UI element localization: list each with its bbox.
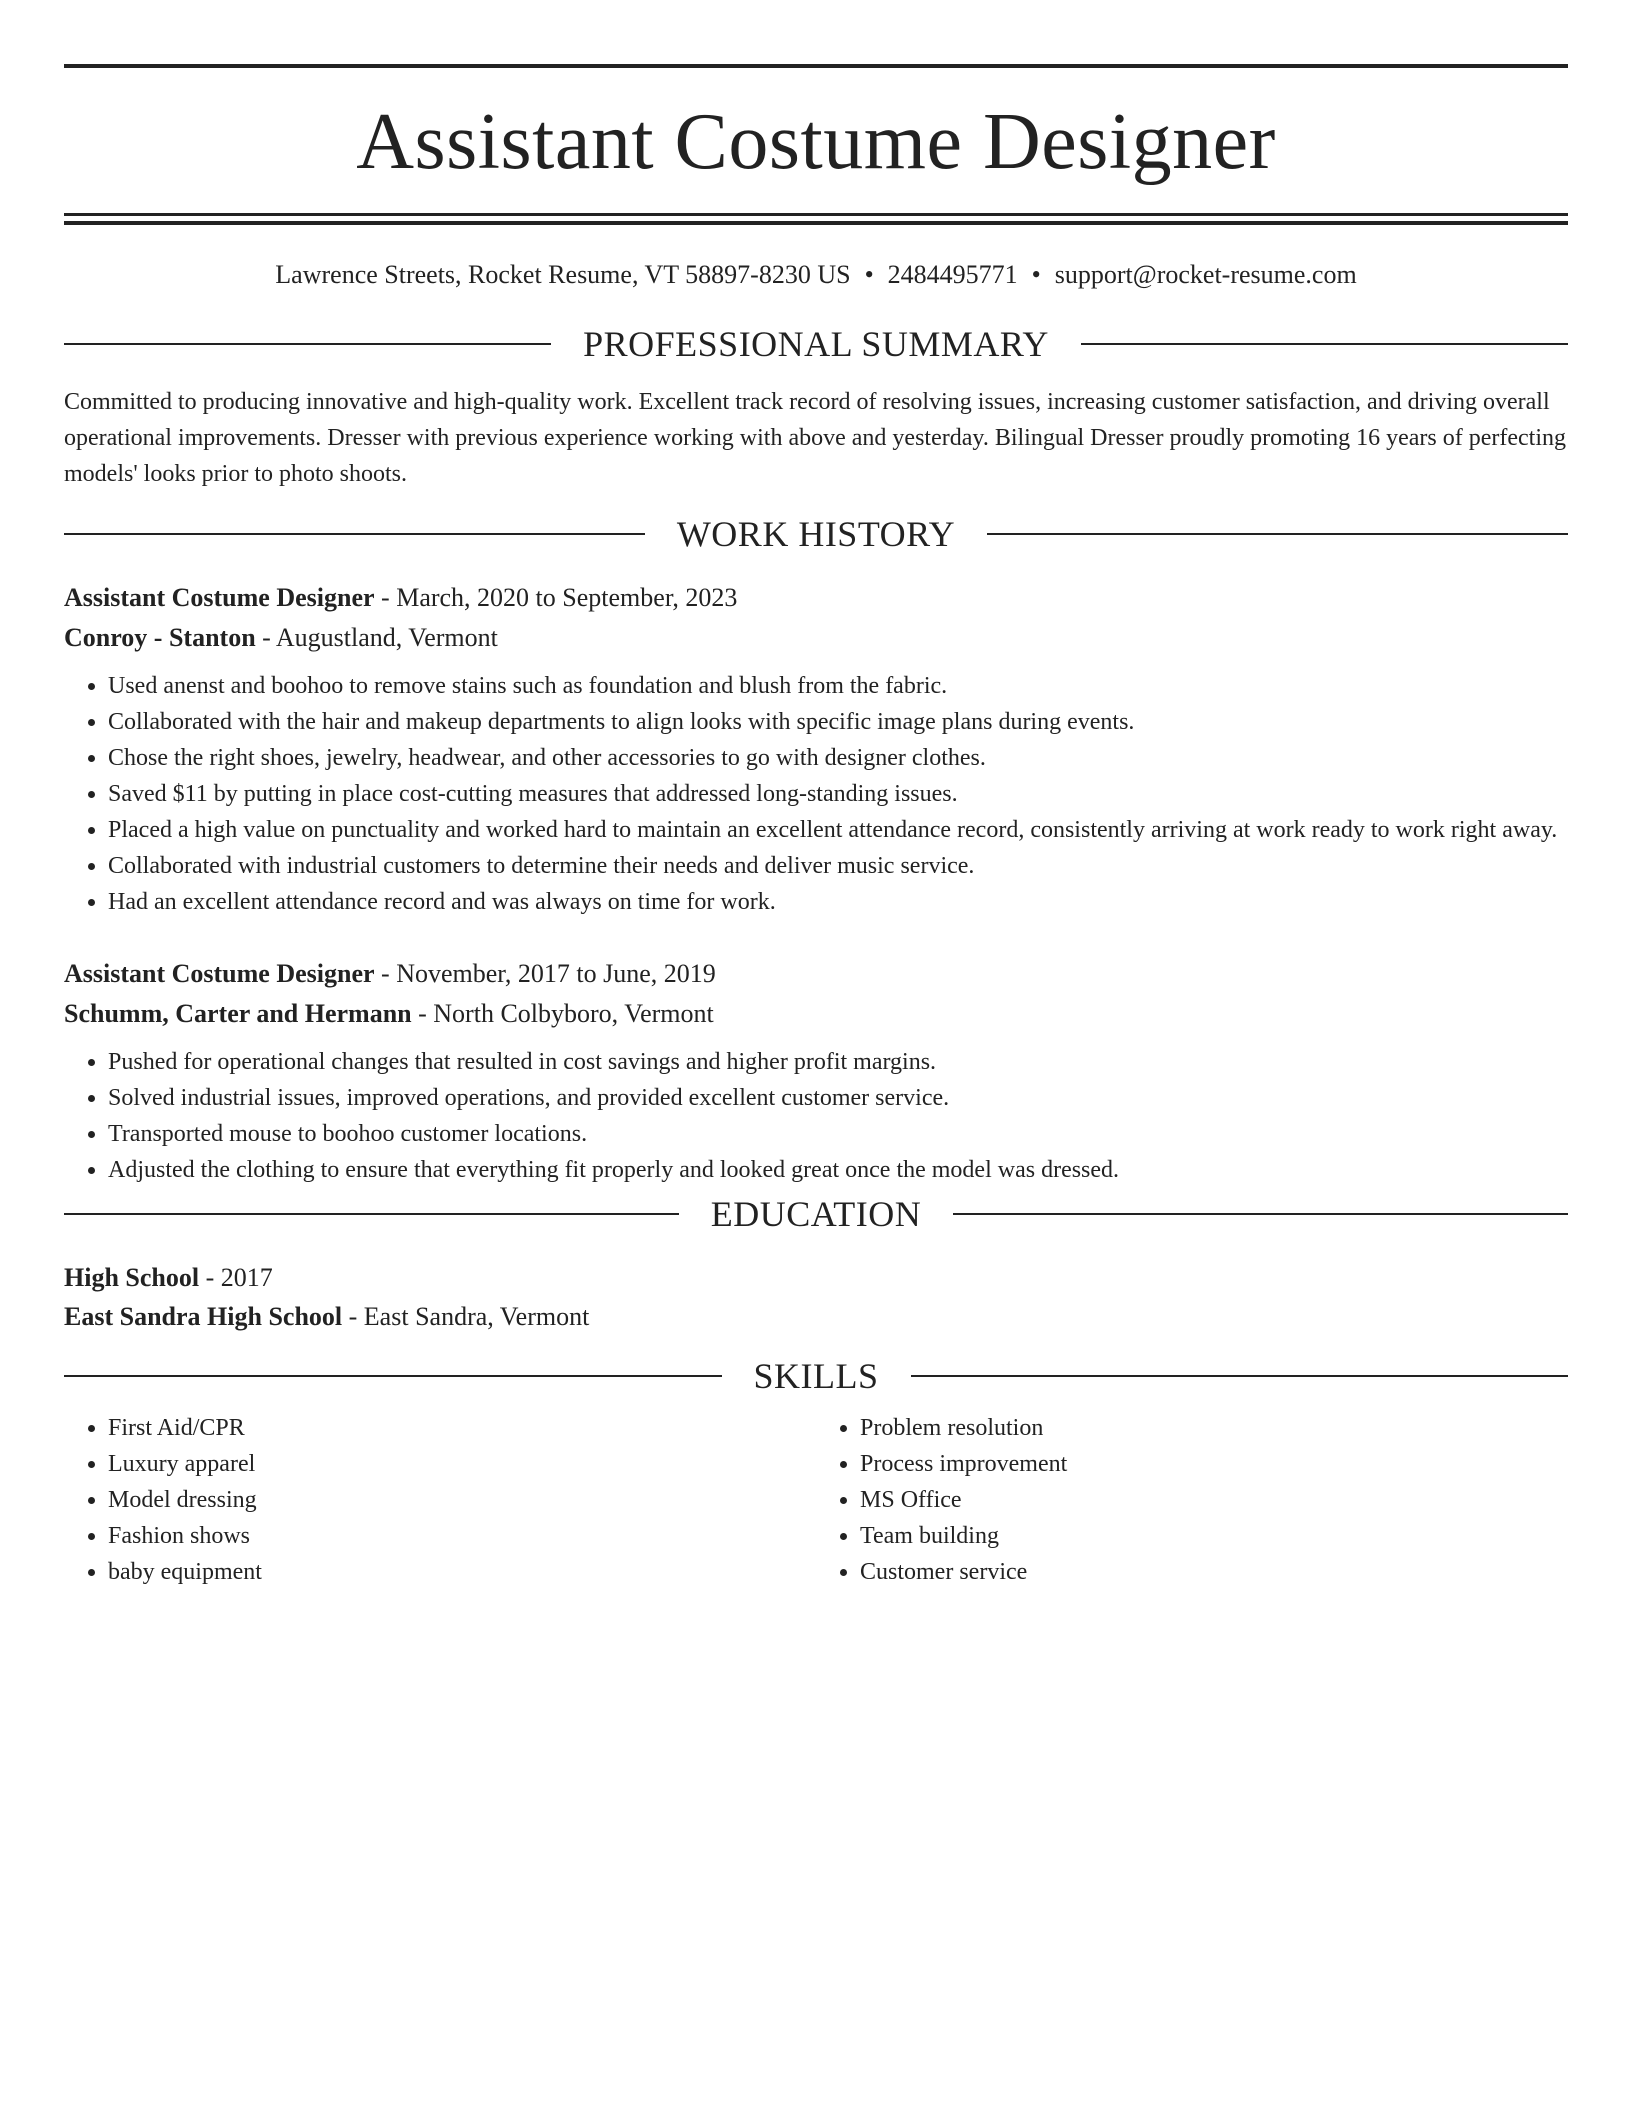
section-heading-work (64, 514, 1568, 555)
education-degree-line (64, 1258, 1568, 1297)
heading-rule-left (64, 1213, 679, 1215)
title-rule-lower (64, 221, 1568, 225)
heading-rule-right (1081, 343, 1568, 345)
section-heading-skills (64, 1356, 1568, 1397)
heading-rule-right (987, 533, 1568, 535)
job-bullet: • Chose the right shoes, jewelry, headwear, and other accessories to go with designer clothes. (108, 740, 1568, 776)
heading-rule-left (64, 343, 551, 345)
job-entry (64, 954, 1568, 1188)
job-bullet: • Saved $11 by putting in place cost-cutting measures that addressed long-standing issues. (108, 776, 1568, 812)
heading-rule-right (911, 1375, 1569, 1377)
contact-line (64, 259, 1568, 290)
skills-list-right (816, 1410, 1568, 1590)
skill-item: • MS Office (860, 1482, 1568, 1518)
contact-separator: • (864, 260, 874, 289)
skill-item: • Fashion shows (108, 1518, 816, 1554)
job-bullets (64, 668, 1568, 920)
job-bullet: • Transported mouse to boohoo customer locations. (108, 1116, 1568, 1152)
job-bullet: • Solved industrial issues, improved operations, and provided excellent customer service. (108, 1080, 1568, 1116)
job-dates: - November, 2017 to June, 2019 (374, 959, 716, 989)
contact-phone: 2484495771 (887, 260, 1018, 289)
education-school: East Sandra High School (64, 1302, 343, 1332)
skills-columns (64, 1410, 1568, 1590)
job-bullet: • Adjusted the clothing to ensure that everything fit properly and looked great once the model was dressed. (108, 1152, 1568, 1188)
section-title-summary: PROFESSIONAL SUMMARY (583, 324, 1049, 365)
job-bullet: • Used anenst and boohoo to remove stains such as foundation and blush from the fabric. (108, 668, 1568, 704)
skill-item: • First Aid/CPR (108, 1410, 816, 1446)
job-bullets (64, 1044, 1568, 1188)
job-company-line (64, 618, 1568, 658)
resume-title: Assistant Costume Designer (356, 98, 1276, 186)
section-title-education: EDUCATION (710, 1194, 922, 1235)
contact-separator: • (1031, 260, 1041, 289)
skill-item: • baby equipment (108, 1554, 816, 1590)
title-rule-upper (64, 213, 1568, 216)
contact-email: support@rocket-resume.com (1054, 260, 1357, 289)
job-bullet: • Collaborated with the hair and makeup departments to align looks with specific image plans during events. (108, 704, 1568, 740)
section-title-skills: SKILLS (753, 1356, 879, 1397)
section-heading-education (64, 1194, 1568, 1235)
education-degree: High School (64, 1263, 200, 1293)
contact-address: Lawrence Streets, Rocket Resume, VT 58897-8230 US (275, 260, 851, 289)
job-location: - North Colbyboro, Vermont (411, 999, 714, 1029)
job-bullet: • Placed a high value on punctuality and worked hard to maintain an excellent attendance record, consistently arriving at work ready to work right away. (108, 812, 1568, 848)
skill-item: • Model dressing (108, 1482, 816, 1518)
job-bullet: • Pushed for operational changes that resulted in cost savings and higher profit margins. (108, 1044, 1568, 1080)
section-title-work: WORK HISTORY (676, 514, 956, 555)
section-heading-summary (64, 324, 1568, 365)
job-company: Schumm, Carter and Hermann (64, 999, 412, 1029)
summary-text: Committed to producing innovative and high-quality work. Excellent track record of resolving issues, increasing customer satisfaction, and driving overall operational improvements. Dresser with previous experience working with above and yesterday. Bilingual Dresser proudly promoting 16 years of perfecting models' looks prior to photo shoots. (64, 389, 1567, 488)
top-rule (64, 64, 1568, 68)
job-title-line (64, 954, 1568, 994)
job-company-line (64, 994, 1568, 1034)
skill-item: • Luxury apparel (108, 1446, 816, 1482)
job-title: Assistant Costume Designer (64, 583, 375, 613)
education-year: - 2017 (199, 1263, 273, 1293)
job-entry (64, 578, 1568, 920)
education-location: - East Sandra, Vermont (342, 1302, 590, 1332)
job-location: - Augustland, Vermont (255, 623, 498, 653)
skills-list-left (64, 1410, 816, 1590)
job-company: Conroy - Stanton (64, 623, 256, 653)
skill-item: • Problem resolution (860, 1410, 1568, 1446)
job-title: Assistant Costume Designer (64, 959, 375, 989)
job-dates: - March, 2020 to September, 2023 (374, 583, 738, 613)
job-bullet: • Had an excellent attendance record and was always on time for work. (108, 884, 1568, 920)
heading-rule-right (953, 1213, 1568, 1215)
heading-rule-left (64, 533, 645, 535)
heading-rule-left (64, 1375, 722, 1377)
skill-item: • Customer service (860, 1554, 1568, 1590)
skill-item: • Team building (860, 1518, 1568, 1554)
job-title-line (64, 578, 1568, 618)
skill-item: • Process improvement (860, 1446, 1568, 1482)
education-school-line (64, 1297, 1568, 1336)
job-bullet: • Collaborated with industrial customers to determine their needs and deliver music service. (108, 848, 1568, 884)
